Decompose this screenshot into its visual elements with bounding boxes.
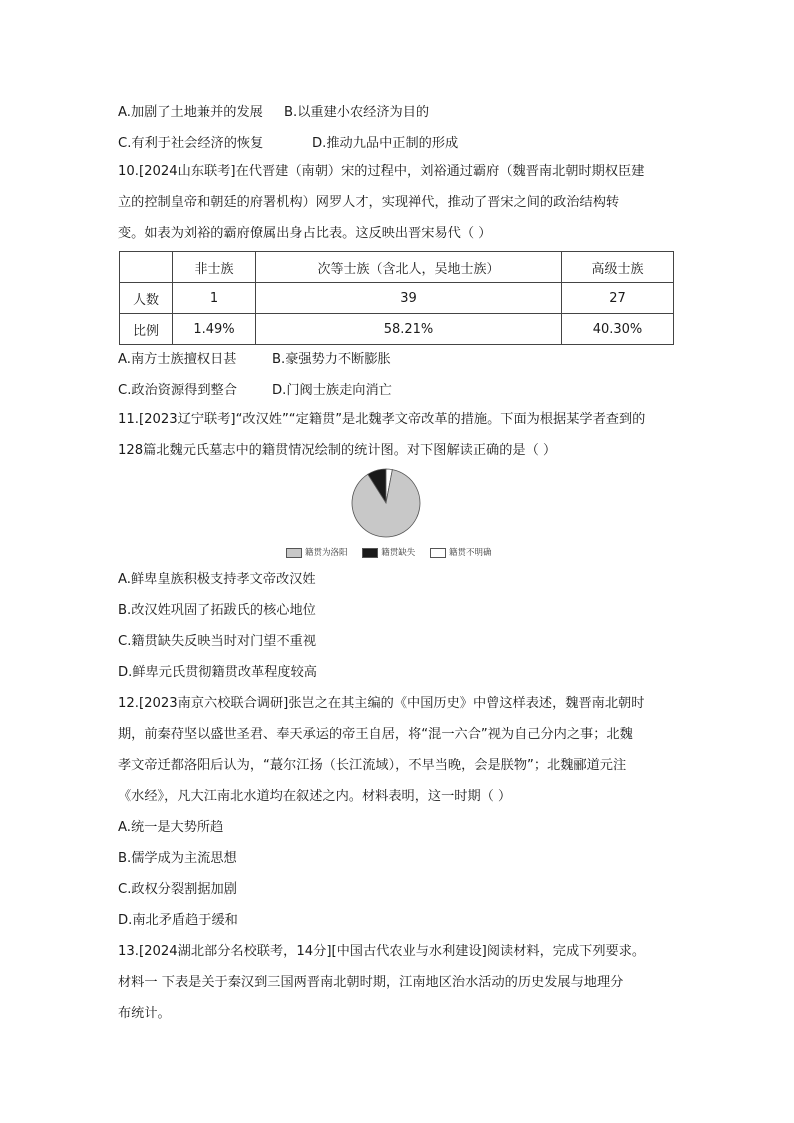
table-cell: 人数	[120, 283, 173, 314]
table-header-row	[120, 252, 674, 283]
q9-option-b[interactable]: B.以重建小农经济为目的	[284, 105, 430, 120]
table-cell: 1	[173, 283, 256, 314]
legend-item	[430, 546, 492, 558]
q10-stem-line-2: 立的控制皇帝和朝廷的府署机构）网罗人才，实现禅代，推动了晋宋之间的政治结构转	[118, 195, 620, 210]
table-cell: 比例	[120, 314, 173, 345]
q10-stem-line-3: 变。如表为刘裕的霸府僚属出身占比表。这反映出晋宋易代（ ）	[118, 226, 492, 241]
q11-stem-line-2: 128篇北魏元氏墓志中的籍贯情况绘制的统计图。对下图解读正确的是（ ）	[118, 443, 557, 458]
table-cell: 39	[256, 283, 562, 314]
table-row	[120, 283, 674, 314]
legend-label: 籍贯为洛阳	[305, 548, 348, 558]
table-cell: 1.49%	[173, 314, 256, 345]
q11-pie-chart	[350, 467, 422, 539]
q9-option-d[interactable]: D.推动九品中正制的形成	[312, 136, 459, 151]
q12-stem-line-2: 期，前秦苻坚以盛世圣君、奉天承运的帝王自居，将“混一六合”视为自己分内之事；北魏	[118, 727, 633, 742]
q12-stem-line-1: 12.[2023南京六校联合调研]张岂之在其主编的《中国历史》中曾这样表述，魏晋南北朝时	[118, 696, 645, 711]
table-header-cell: 非士族	[173, 252, 256, 283]
legend-label: 籍贯缺失	[381, 548, 416, 558]
q13-stem-line-3: 布统计。	[118, 1006, 171, 1021]
q12-option-c[interactable]: C.政权分裂割据加剧	[118, 882, 237, 897]
table-header-cell: 次等士族（含北人，吴地士族）	[256, 252, 562, 283]
q12-option-a[interactable]: A.统一是大势所趋	[118, 820, 224, 835]
table-header-cell: 高级士族	[562, 252, 674, 283]
q10-stem-line-1: 10.[2024山东联考]在代晋建（南朝）宋的过程中，刘裕通过霸府（魏晋南北朝时期权臣建	[118, 164, 645, 179]
q11-option-c[interactable]: C.籍贯缺失反映当时对门望不重视	[118, 634, 317, 649]
q11-option-b[interactable]: B.改汉姓巩固了拓跋氏的核心地位	[118, 603, 316, 618]
q12-stem-line-4: 《水经》，凡大江南北水道均在叙述之内。材料表明，这一时期（ ）	[118, 789, 512, 804]
q10-options-row-1	[118, 348, 391, 367]
legend-swatch	[430, 548, 446, 558]
q11-option-d[interactable]: D.鲜卑元氏贯彻籍贯改革程度较高	[118, 665, 317, 680]
table-cell: 58.21%	[256, 314, 562, 345]
pie-legend	[286, 546, 503, 558]
legend-item	[362, 546, 415, 558]
table-row	[120, 314, 674, 345]
q11-option-a[interactable]: A.鲜卑皇族积极支持孝文帝改汉姓	[118, 572, 316, 587]
q12-stem-line-3: 孝文帝迁都洛阳后认为，“蕞尔江扬（长江流域），不早当晚，会是朕物”；北魏郦道元注	[118, 758, 627, 773]
q9-options-row-2	[118, 132, 458, 151]
q13-stem-line-2: 材料一 下表是关于秦汉到三国两晋南北朝时期，江南地区治水活动的历史发展与地理分	[118, 975, 624, 990]
q9-option-a[interactable]: A.加剧了土地兼并的发展	[118, 105, 263, 120]
legend-label: 籍贯不明确	[448, 548, 492, 558]
q13-stem-line-1: 13.[2024湖北部分名校联考，14分][中国古代农业与水利建设]阅读材料，完成下列要求。	[118, 944, 646, 959]
legend-swatch	[362, 548, 378, 558]
q10-option-b[interactable]: B.豪强势力不断膨胀	[272, 352, 391, 367]
q10-options-row-2	[118, 379, 392, 398]
table-cell: 40.30%	[562, 314, 674, 345]
q10-option-c[interactable]: C.政治资源得到整合	[118, 383, 237, 398]
table-header-cell	[120, 252, 173, 283]
table-cell: 27	[562, 283, 674, 314]
q10-option-a[interactable]: A.南方士族擅权日甚	[118, 352, 237, 367]
legend-swatch	[286, 548, 302, 558]
q12-option-d[interactable]: D.南北矛盾趋于缓和	[118, 913, 238, 928]
q10-table	[119, 251, 674, 345]
q10-option-d[interactable]: D.门阀士族走向消亡	[272, 383, 392, 398]
q9-option-c[interactable]: C.有利于社会经济的恢复	[118, 136, 264, 151]
q11-stem-line-1: 11.[2023辽宁联考]“改汉姓”“定籍贯”是北魏孝文帝改革的措施。下面为根据某学者查到的	[118, 412, 646, 427]
q9-options-row-1	[118, 101, 429, 120]
legend-item	[286, 546, 348, 558]
q12-option-b[interactable]: B.儒学成为主流思想	[118, 851, 237, 866]
